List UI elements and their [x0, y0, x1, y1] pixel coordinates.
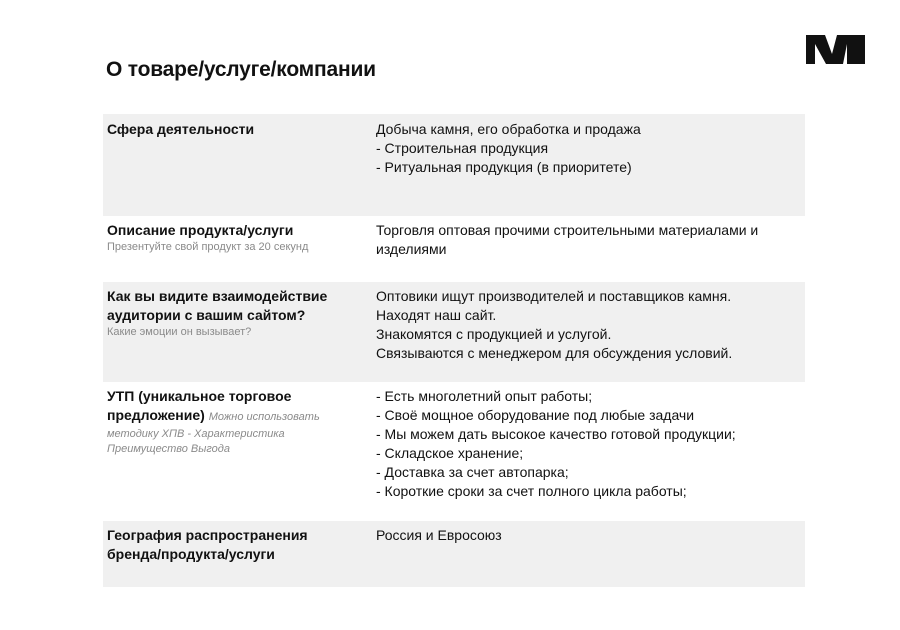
row-value-line: - Своё мощное оборудование под любые задачи [376, 407, 695, 423]
row-value-line: Находят наш сайт. [376, 307, 497, 323]
row-value-line: Связываются с менеджером для обсуждения условий. [376, 345, 733, 361]
table-row [103, 282, 805, 382]
row-label: Сфера деятельности [107, 121, 255, 137]
row-value-line: - Строительная продукция [376, 140, 549, 156]
table-row [103, 114, 805, 216]
row-value-line: Оптовики ищут производителей и поставщиков камня. [376, 288, 732, 304]
row-value-line: Добыча камня, его обработка и продажа [376, 121, 641, 137]
row-hint: Преимущество Выгода [107, 443, 230, 455]
row-hint: Презентуйте свой продукт за 20 секунд [107, 241, 309, 253]
row-hint: Какие эмоции он вызывает? [107, 326, 252, 338]
row-value-line: Россия и Евросоюз [376, 527, 502, 543]
row-value-line: - Есть многолетний опыт работы; [376, 388, 593, 404]
row-label-with-hint [107, 406, 376, 427]
row-label: УТП (уникальное торговое [107, 388, 292, 404]
row-hint: Можно использовать [208, 411, 320, 423]
row-label: бренда/продукта/услуги [107, 546, 275, 562]
page-title: О товаре/услуге/компании [106, 58, 376, 81]
row-value-line: - Короткие сроки за счет полного цикла работы; [376, 483, 687, 499]
row-label: Описание продукта/услуги [107, 222, 294, 238]
row-value-line: Знакомятся с продукцией и услугой. [376, 326, 612, 342]
row-hint: методику ХПВ - Характеристика [107, 428, 285, 440]
info-table [103, 114, 805, 587]
row-value-line: - Ритуальная продукция (в приоритете) [376, 159, 632, 175]
row-label: Как вы видите взаимодействие [107, 288, 328, 304]
row-label: аудитории с вашим сайтом? [107, 307, 306, 323]
row-value-line: - Складское хранение; [376, 445, 524, 461]
brand-logo-icon [806, 35, 865, 64]
row-value-line: - Мы можем дать высокое качество готовой продукции; [376, 426, 736, 442]
table-row [103, 382, 805, 521]
row-label: предложение) [107, 407, 205, 423]
row-label: География распространения [107, 527, 308, 543]
table-row [103, 521, 805, 587]
row-value-line: - Доставка за счет автопарка; [376, 464, 569, 480]
row-value-line: Торговля оптовая прочими строительными материалами и изделиями [376, 222, 759, 257]
table-row [103, 216, 805, 282]
